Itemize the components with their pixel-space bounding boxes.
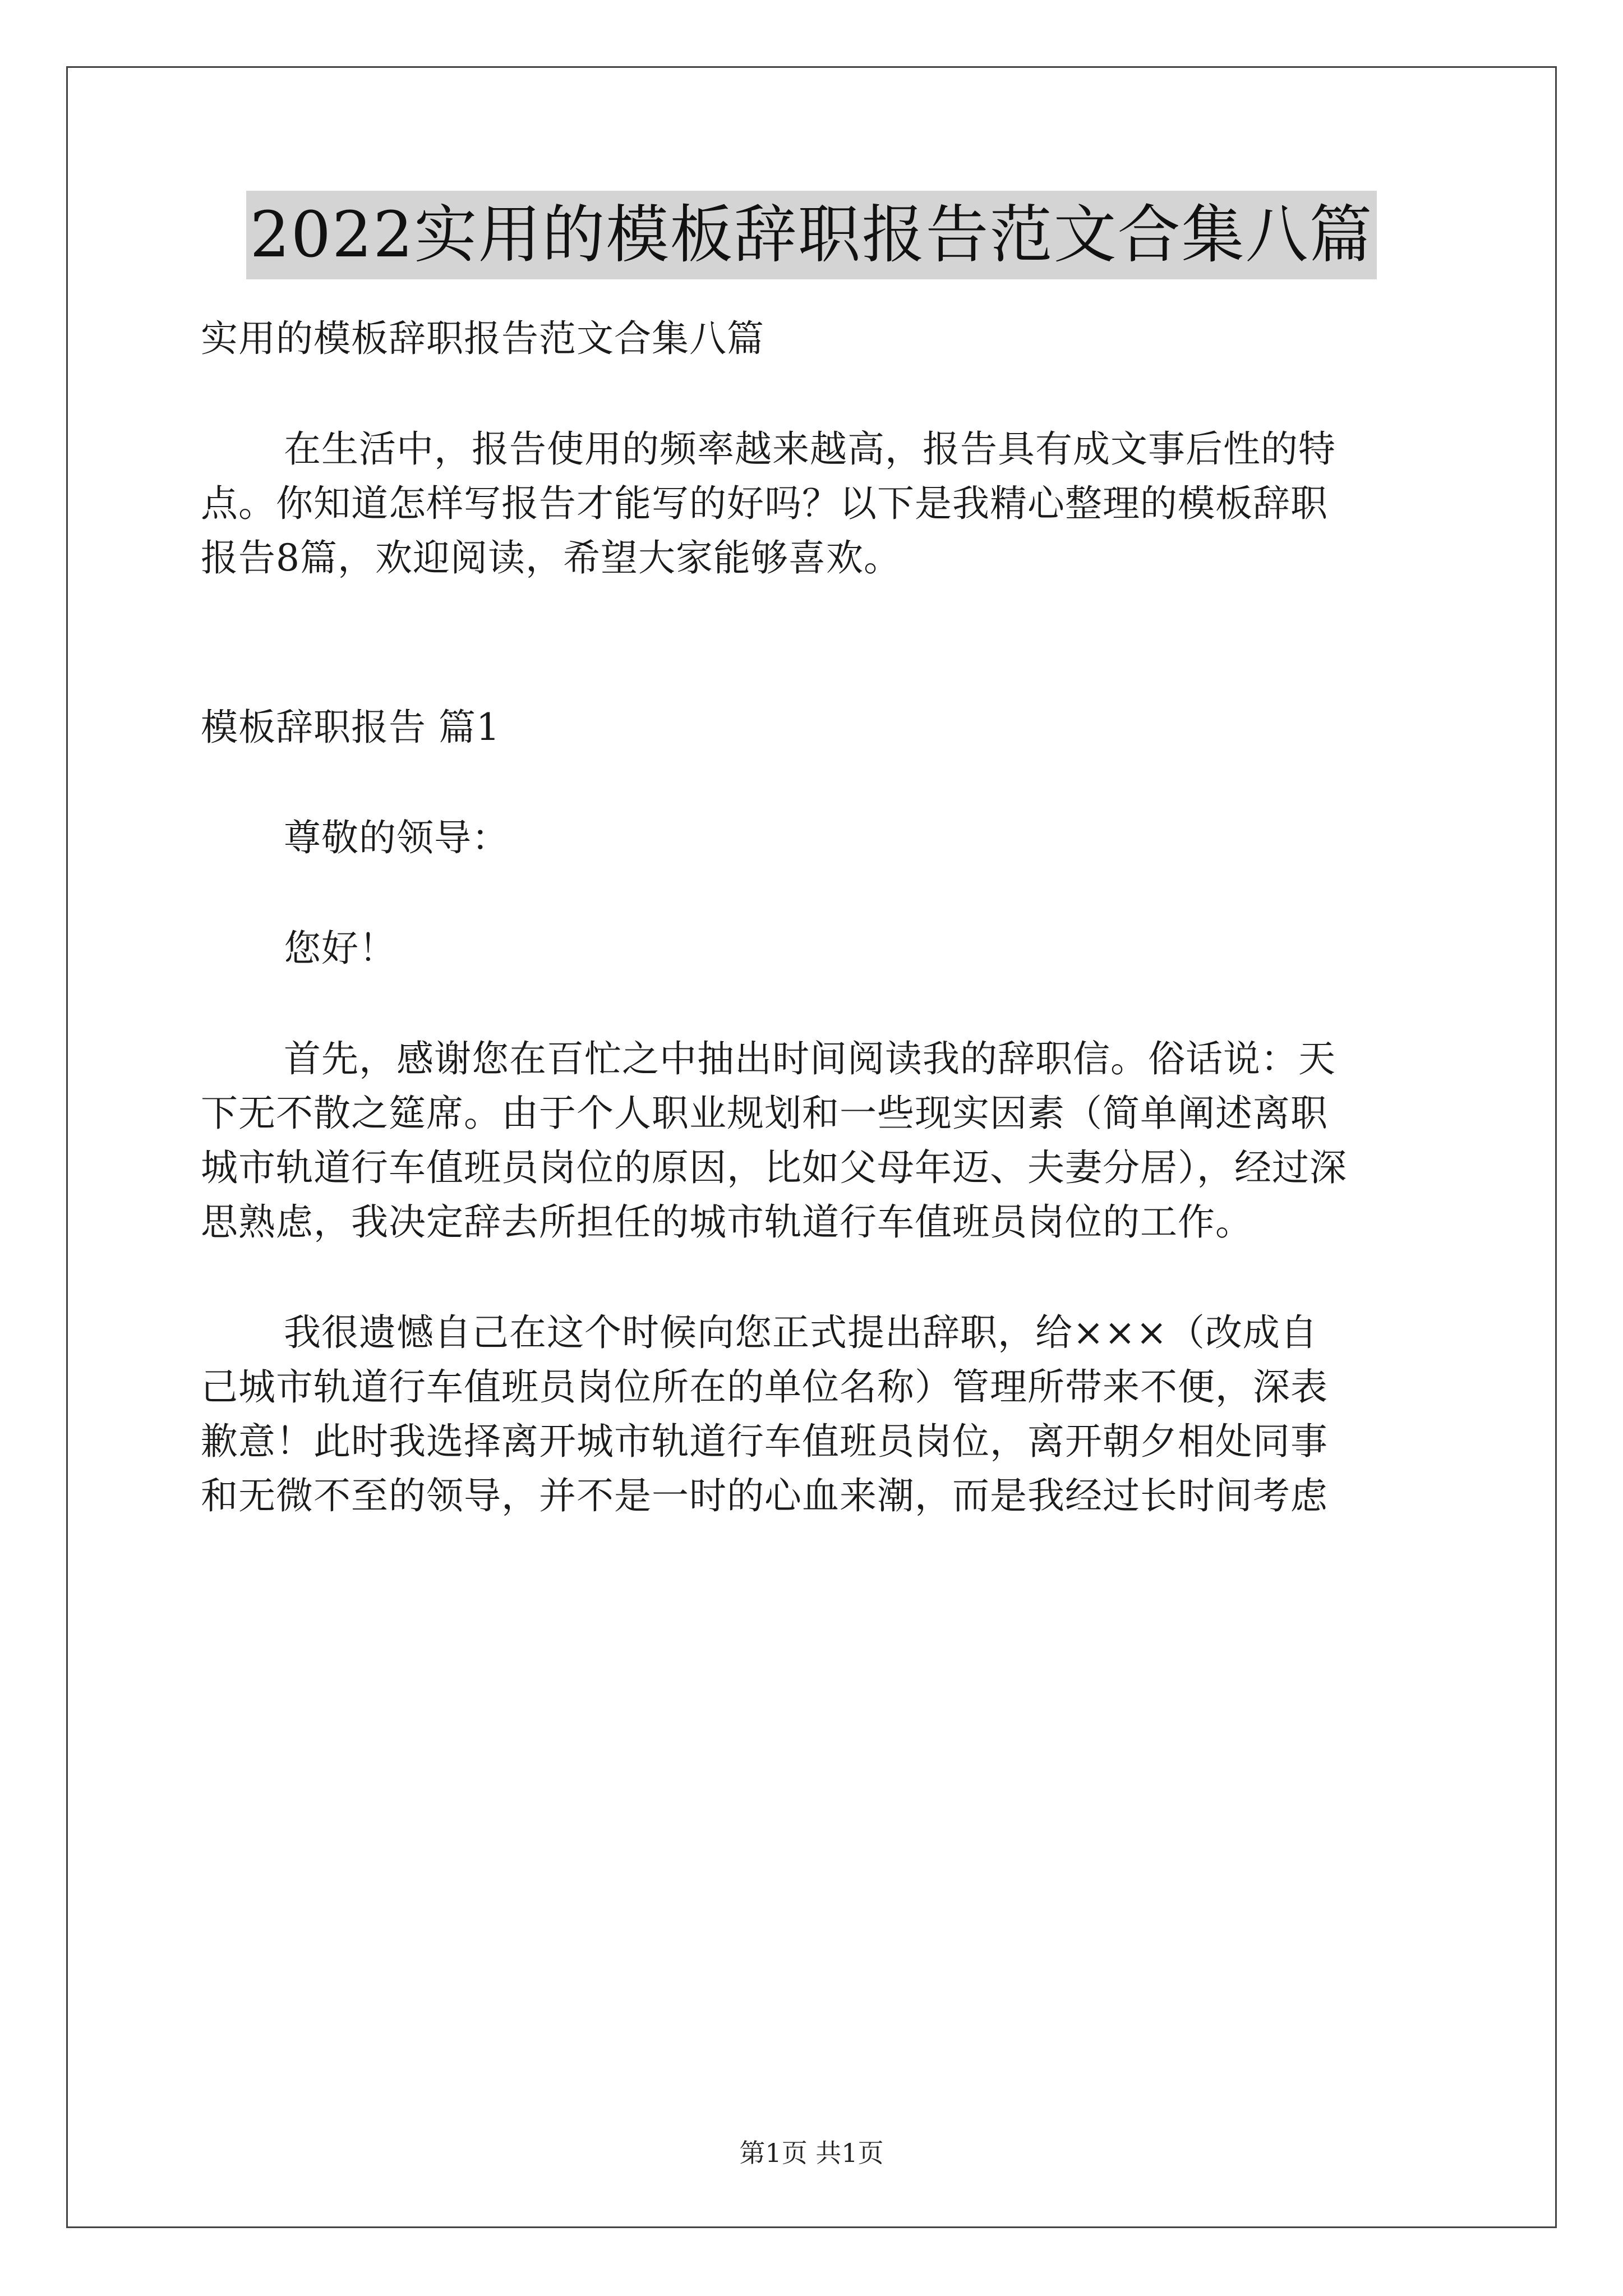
paragraph-line: 我很遗憾自己在这个时候向您正式提出辞职，给×××（改成自 — [284, 1311, 1318, 1354]
intro-line: 报告8篇，欢迎阅读，希望大家能够喜欢。 — [201, 536, 901, 579]
paragraph-line: 思熟虑，我决定辞去所担任的城市轨道行车值班员岗位的工作。 — [201, 1200, 1253, 1244]
intro-line: 在生活中，报告使用的频率越来越高，报告具有成文事后性的特 — [284, 427, 1336, 471]
body-paragraph-2 — [201, 1305, 1432, 1523]
title-container — [0, 191, 1623, 279]
paragraph-line: 首先，感谢您在百忙之中抽出时间阅读我的辞职信。俗话说：天 — [284, 1037, 1336, 1080]
intro-paragraph — [201, 422, 1432, 585]
section-heading: 模板辞职报告 篇1 — [201, 706, 500, 749]
document-title: 2022实用的模板辞职报告范文合集八篇 — [246, 191, 1376, 279]
paragraph-line: 歉意！此时我选择离开城市轨道行车值班员岗位，离开朝夕相处同事 — [201, 1420, 1328, 1463]
body-paragraph-1 — [201, 1032, 1432, 1249]
paragraph-line: 己城市轨道行车值班员岗位所在的单位名称）管理所带来不便，深表 — [201, 1365, 1328, 1409]
salutation: 您好！ — [284, 927, 396, 970]
intro-line: 点。你知道怎样写报告才能写的好吗？以下是我精心整理的模板辞职 — [201, 482, 1328, 525]
paragraph-line: 城市轨道行车值班员岗位的原因，比如父母年迈、夫妻分居），经过深 — [201, 1146, 1347, 1189]
paragraph-line: 下无不散之筵席。由于个人职业规划和一些现实因素（简单阐述离职 — [201, 1092, 1328, 1135]
document-subtitle: 实用的模板辞职报告范文合集八篇 — [201, 317, 764, 360]
page-footer: 第1页 共1页 — [739, 2138, 884, 2168]
greeting: 尊敬的领导： — [284, 816, 509, 859]
paragraph-line: 和无微不至的领导，并不是一时的心血来潮，而是我经过长时间考虑 — [201, 1474, 1328, 1517]
document-body — [201, 311, 1432, 1523]
